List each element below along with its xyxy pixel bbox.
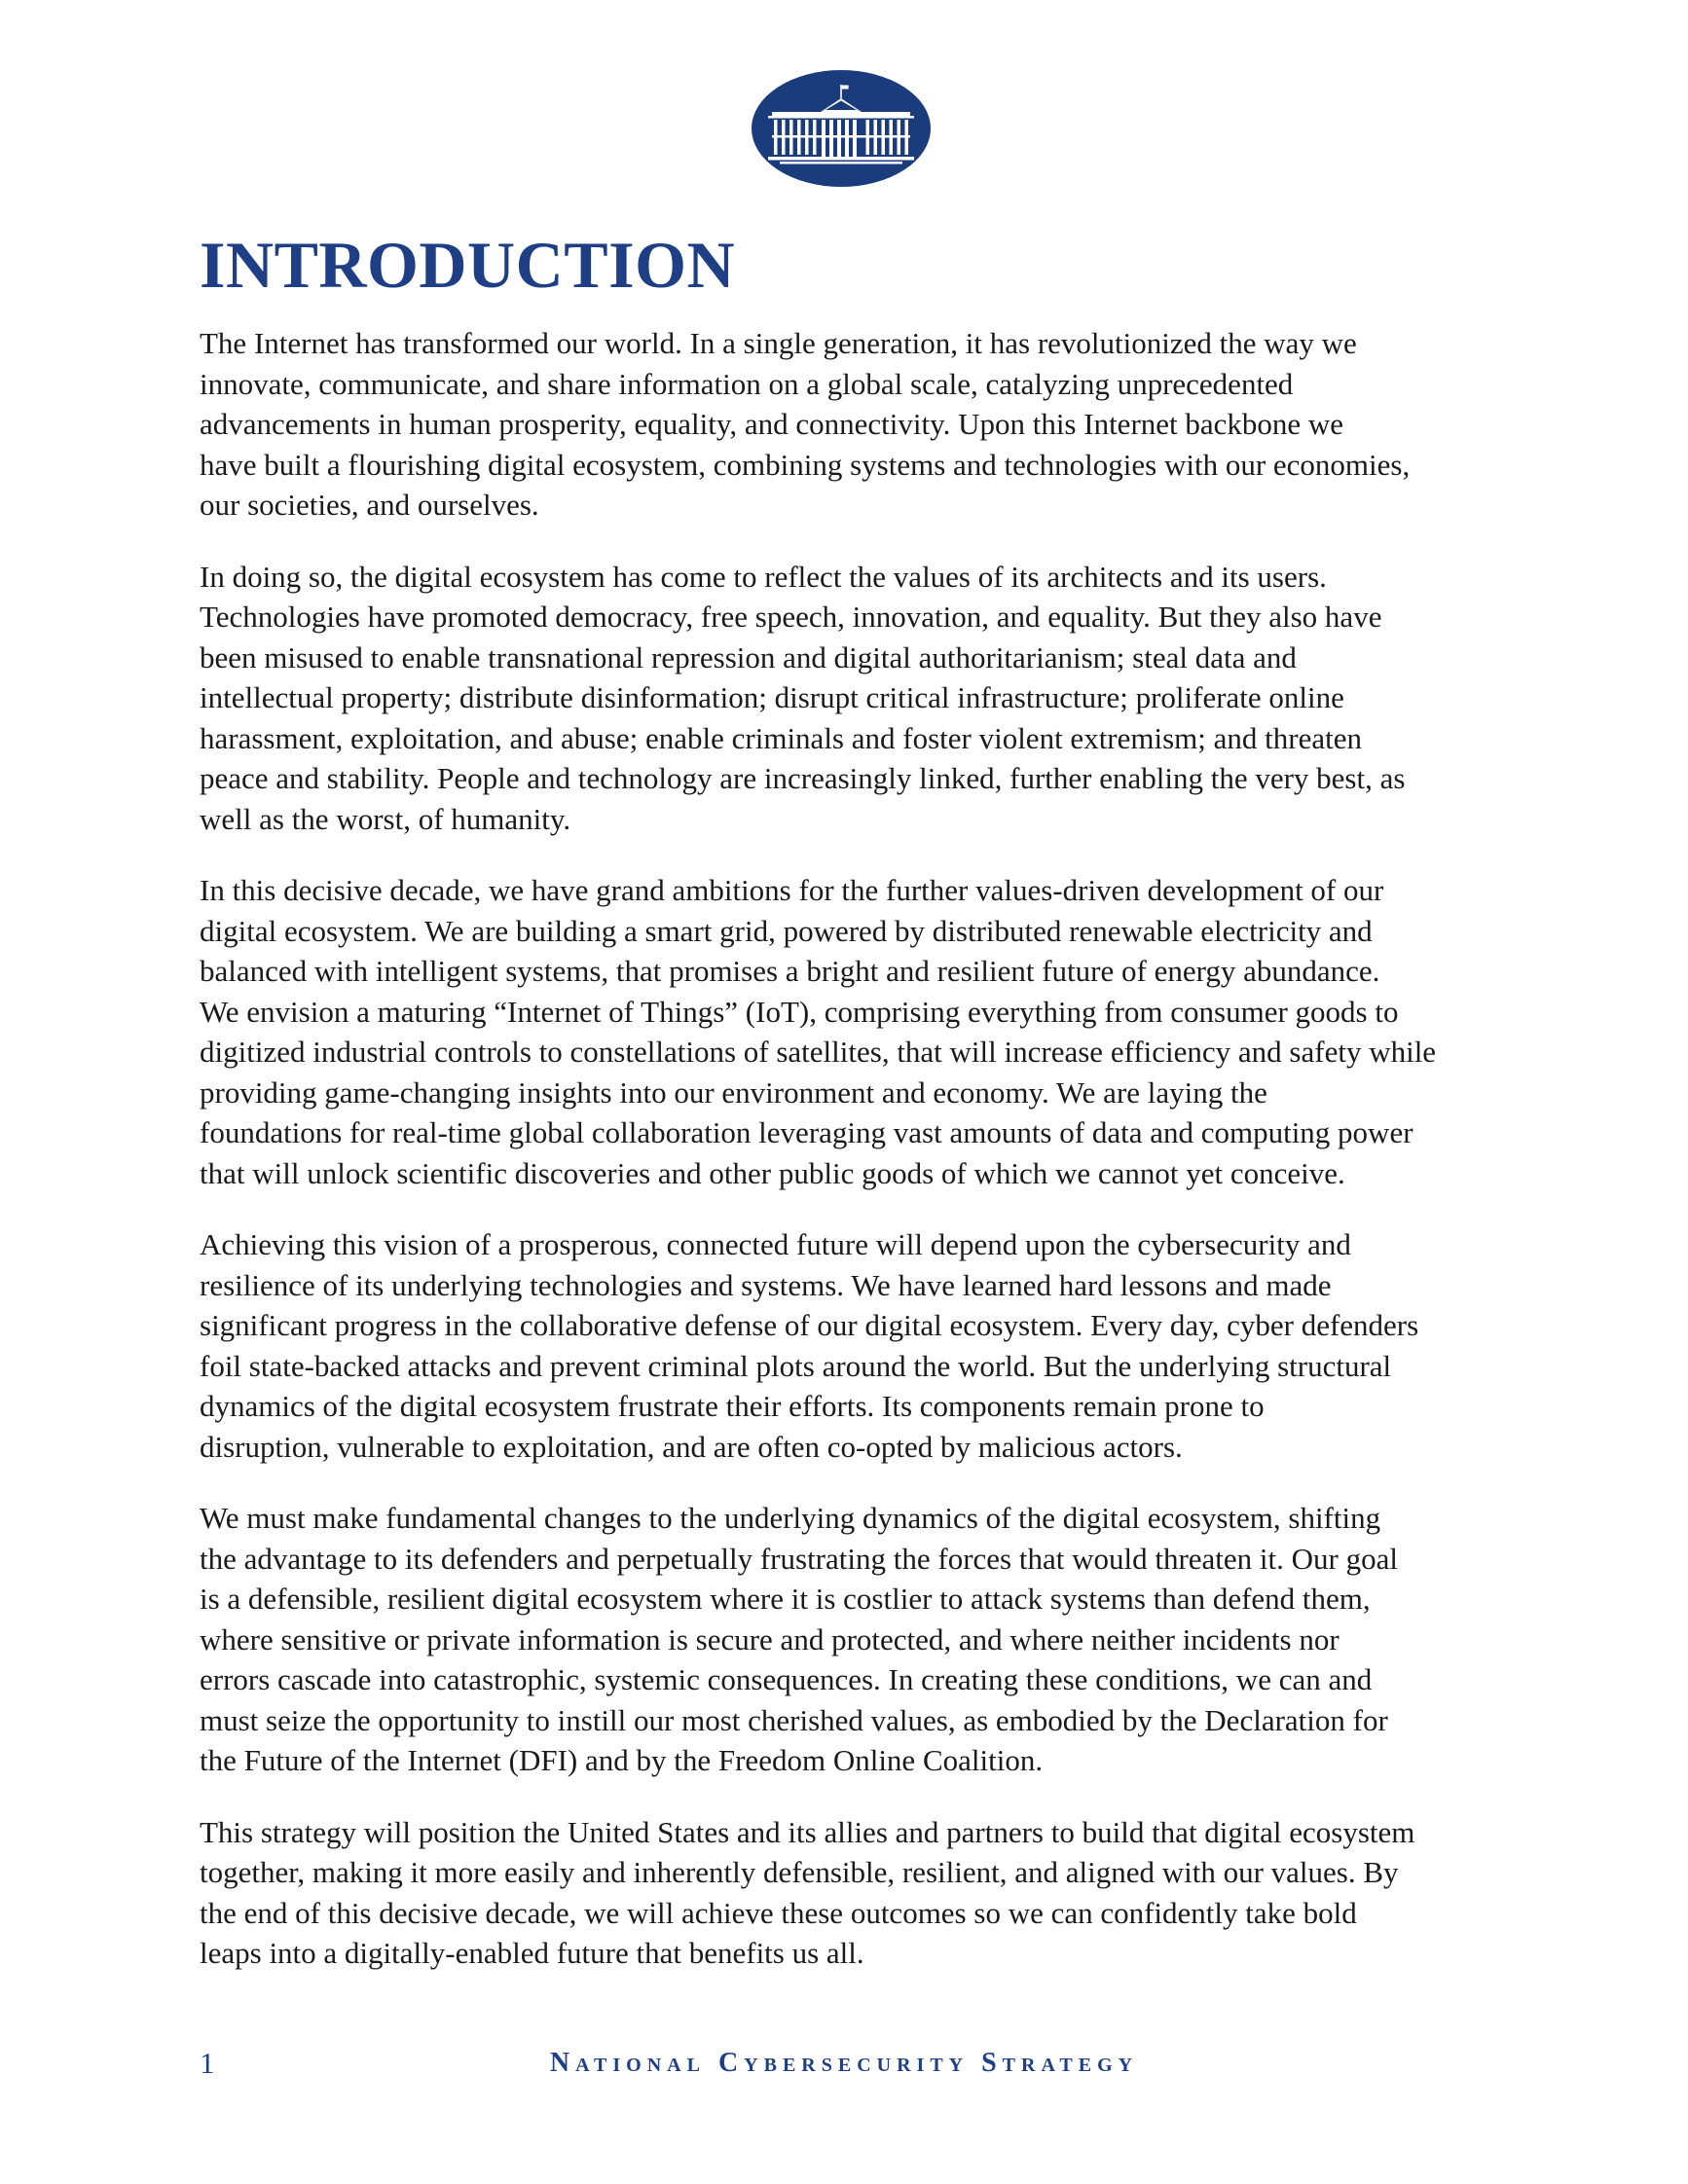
paragraph-line: our societies, and ourselves. bbox=[200, 488, 539, 522]
paragraph-line: We must make fundamental changes to the underlying dynamics of the digital ecosystem, shifting bbox=[200, 1501, 1381, 1535]
paragraph-line: well as the worst, of humanity. bbox=[200, 801, 571, 836]
white-house-seal-icon bbox=[751, 69, 932, 188]
paragraph-line: have built a flourishing digital ecosystem, combining systems and technologies with our economies, bbox=[200, 447, 1411, 482]
paragraph-line: intellectual property; distribute disinformation; disrupt critical infrastructure; proliferate online bbox=[200, 680, 1344, 714]
paragraph bbox=[200, 870, 1494, 1193]
paragraph bbox=[200, 323, 1494, 526]
paragraph-line: harassment, exploitation, and abuse; enable criminals and foster violent extremism; and threaten bbox=[200, 720, 1362, 755]
paragraph bbox=[200, 1498, 1494, 1781]
paragraph-line: must seize the opportunity to instill our most cherished values, as embodied by the Declaration for bbox=[200, 1702, 1388, 1737]
paragraph-line: peace and stability. People and technology are increasingly linked, further enabling the very best, as bbox=[200, 761, 1406, 795]
paragraph-line: digital ecosystem. We are building a smart grid, powered by distributed renewable electricity and bbox=[200, 913, 1373, 948]
paragraph-line: innovate, communicate, and share information on a global scale, catalyzing unprecedented bbox=[200, 366, 1294, 401]
paragraph bbox=[200, 1224, 1494, 1467]
paragraph-line: together, making it more easily and inherently defensible, resilient, and aligned with our values. By bbox=[200, 1855, 1399, 1889]
body-text bbox=[200, 323, 1494, 2005]
paragraph-line: The Internet has transformed our world. In a single generation, it has revolutionized the way we bbox=[200, 326, 1357, 360]
paragraph-line: In doing so, the digital ecosystem has come to reflect the values of its architects and its users. bbox=[200, 559, 1327, 594]
paragraph-line: foil state-backed attacks and prevent criminal plots around the world. But the underlying structural bbox=[200, 1348, 1392, 1383]
page-title: INTRODUCTION bbox=[200, 228, 736, 302]
paragraph-line: disruption, vulnerable to exploitation, and are often co-opted by malicious actors. bbox=[200, 1429, 1183, 1464]
paragraph bbox=[200, 557, 1494, 840]
paragraph-line: In this decisive decade, we have grand ambitions for the further values-driven development of our bbox=[200, 873, 1384, 907]
paragraph-line: We envision a maturing “Internet of Things” (IoT), comprising everything from consumer goods to bbox=[200, 994, 1399, 1029]
paragraph-line: providing game-changing insights into our environment and economy. We are laying the bbox=[200, 1074, 1267, 1110]
paragraph-line: dynamics of the digital ecosystem frustrate their efforts. Its components remain prone to bbox=[200, 1389, 1265, 1423]
paragraph-line: is a defensible, resilient digital ecosystem where it is costlier to attack systems than defend them, bbox=[200, 1582, 1371, 1616]
paragraph-line: foundations for real-time global collaboration leveraging vast amounts of data and computing power bbox=[200, 1115, 1413, 1149]
paragraph-line: leaps into a digitally-enabled future that benefits us all. bbox=[200, 1936, 864, 1970]
paragraph-line: errors cascade into catastrophic, systemic consequences. In creating these conditions, we can and bbox=[200, 1662, 1373, 1696]
page-footer bbox=[0, 2044, 1688, 2083]
paragraph bbox=[200, 1812, 1494, 1974]
paragraph-line: digitized industrial controls to constellations of satellites, that will increase efficiency and safety while bbox=[200, 1035, 1437, 1069]
paragraph-line: the advantage to its defenders and perpetually frustrating the forces that would threaten it. Our goal bbox=[200, 1541, 1398, 1576]
paragraph-line: where sensitive or private information is secure and protected, and where neither incidents nor bbox=[200, 1621, 1339, 1656]
paragraph-line: Achieving this vision of a prosperous, connected future will depend upon the cybersecurity and bbox=[200, 1227, 1351, 1261]
document-title: National Cybersecurity Strategy bbox=[549, 2048, 1139, 2078]
paragraph-line: the end of this decisive decade, we will achieve these outcomes so we can confidently take bold bbox=[200, 1895, 1357, 1930]
paragraph-line: significant progress in the collaborative defense of our digital ecosystem. Every day, cyber defenders bbox=[200, 1308, 1419, 1342]
paragraph-line: advancements in human prosperity, equality, and connectivity. Upon this Internet backbone we bbox=[200, 407, 1344, 441]
page-number: 1 bbox=[200, 2046, 215, 2080]
paragraph-line: Technologies have promoted democracy, free speech, innovation, and equality. But they also have bbox=[200, 600, 1382, 634]
paragraph-line: resilience of its underlying technologies and systems. We have learned hard lessons and made bbox=[200, 1267, 1332, 1302]
paragraph-line: This strategy will position the United States and its allies and partners to build that digital ecosystem bbox=[200, 1814, 1415, 1849]
paragraph-line: been misused to enable transnational repression and digital authoritarianism; steal data and bbox=[200, 639, 1297, 674]
paragraph-line: balanced with intelligent systems, that promises a bright and resilient future of energy abundance. bbox=[200, 954, 1380, 988]
paragraph-line: that will unlock scientific discoveries and other public goods of which we cannot yet conceive. bbox=[200, 1155, 1345, 1190]
paragraph-line: the Future of the Internet (DFI) and by the Freedom Online Coalition. bbox=[200, 1743, 1044, 1777]
